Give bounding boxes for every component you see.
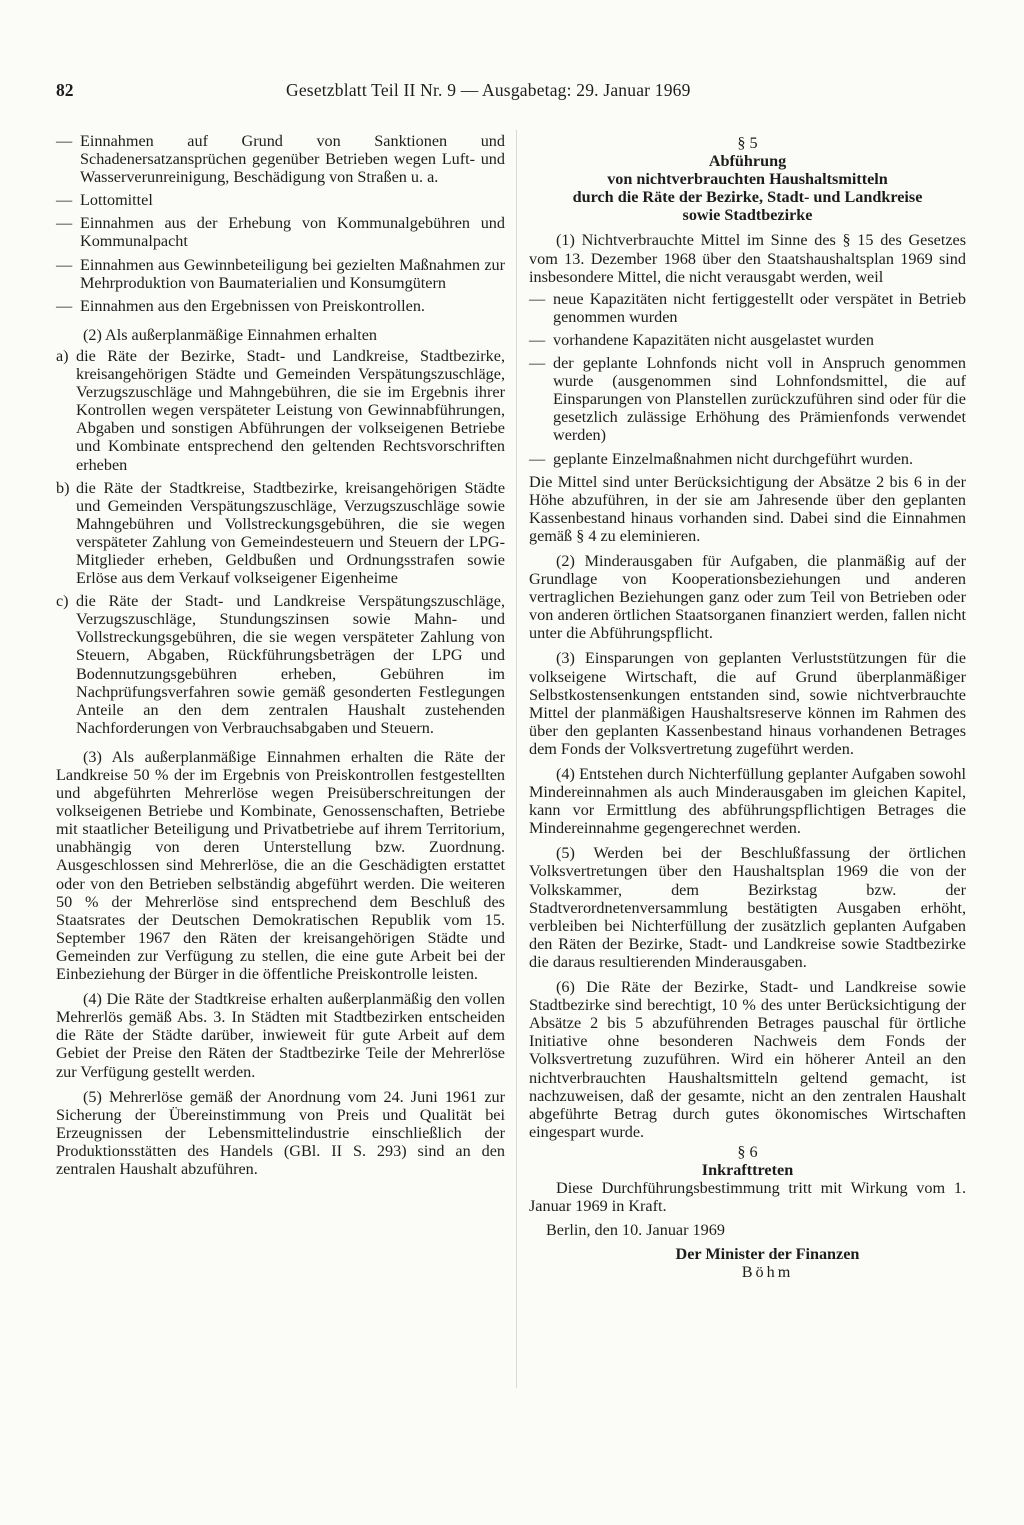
paragraph-3: (3) Als außerplanmäßige Einnahmen erhalten die Räte der Landkreise 50 % der im Ergebnis von Preiskontrollen festgestellten und abgeführten Mehrerlöse wegen Preisüberschreitungen der volkseigenen Betriebe und Kombinate, Genossenschaften, Betriebe mit staatlicher Beteiligung und Privatbetriebe auf ihrem Territorium, unabhängig von deren Unterstellung bzw. Zuordnung. Ausgeschlossen sind Mehrerlöse, die an die Geschädigten erstattet oder von den Betrieben selbständig abgeführt werden. Die weiteren 50 % der Mehrerlöse sind entsprechend dem Beschluß des Staatsrates der Deutschen Demokratischen Republik vom 15. September 1967 den Räten der kreisangehörigen Städte und Gemeinden zur Verfügung zu stellen, die eine gute Arbeit bei der Einbeziehung der Bürger in die öffentliche Preiskontrolle leisten.	[56, 747, 505, 984]
paragraph-5: (5) Mehrerlöse gemäß der Anordnung vom 24. Juni 1961 zur Sicherung der Übereinstimmung von Preis und Qualität bei Erzeugnissen der Lebensmittelindustrie einschließlich der Produktionsstätten des Handels (GBl. II S. 293) sind an den zentralen Haushalt abzuführen.	[56, 1087, 505, 1178]
section-5-number: § 5	[737, 134, 758, 152]
list-item: b) die Räte der Stadtkreise, Stadtbezirke, kreisangehörigen Städte und Gemeinden Verspätungszuschläge, Verzugszuschläge sowie Mahngebühren und Vollstreckungsgebühren, die sie wegen verspäteter Zahlung von Gemeindesteuern und Steuern der LPG-Mitglieder erheben, Geldbußen und Ordnungsstrafen sowie Erlöse aus dem Verkauf volkseigener Eigenheime	[56, 478, 505, 588]
paragraph-6: (6) Die Räte der Bezirke, Stadt- und Landkreise sowie Stadtbezirke sind berechtigt, 10 % des unter Berücksichtigung der Absätze 2 bis 5 abzuführenden Betrages pauschal für örtliche Initiative ohne besonderen Nachweis dem Fonds der Volksvertretung zuzuführen. Wird ein höherer Anteil an den nichtverbrauchten Haushaltsmitteln geltend gemacht, ist nachzuweisen, daß der gesamte, nicht an den zentralen Haushalt abgeführte Betrag durch gutes ökonomisches Wirtschaften eingespart wurde.	[529, 978, 966, 1141]
list-item: c) die Räte der Stadt- und Landkreise Verspätungszuschläge, Verzugszuschläge, Stundungszinsen sowie Mahn- und Vollstreckungsgebühren, die sie wegen verspäteter Zahlung von Steuern, Abgaben, Rückführungsbeträgen der LPG und Bodennutzungsgebühren erheben, Gebühren im Nachprüfungsverfahren sowie gemäß gesonderten Festlegungen Anteile an den dem zentralen Haushalt zustehenden Nachforderungen von Verbrauchsabgaben und Steuern.	[56, 592, 505, 737]
column-divider	[516, 130, 517, 1388]
list-item: — der geplante Lohnfonds nicht voll in Anspruch genommen wurde (ausgenommen sind Lohnfondsmittel, die auf Einsparungen von Planstellen zurückzuführen sind oder für die gesetzlich zulässige Erhöhung des Prämienfonds verwendet werden)	[529, 354, 966, 445]
left-column	[56, 132, 505, 1185]
paragraph-4: (4) Entstehen durch Nichterfüllung geplanter Aufgaben sowohl Mindereinnahmen als auch Minderausgaben im gleichen Kapitel, kann vor Ermittlung des abführungspflichtigen Betrages die Mindereinnahme gegengerechnet werden.	[529, 765, 966, 838]
list-item: — Einnahmen aus den Ergebnissen von Preiskontrollen.	[56, 296, 425, 315]
paragraph-5: (5) Werden bei der Beschlußfassung der örtlichen Volksvertretungen über den Haushaltsplan 1969 die von der Volkskammer, dem Bezirkstag bzw. der Stadtverordnetenversammlung bestätigten Ausgaben erhöht, verbleiben bei Nichterfüllung der zusätzlich geplanten Aufgaben den Räten der Bezirke, Stadt- und Landkreise sowie Stadtbezirke die daraus resultierenden Minderausgaben.	[529, 844, 966, 971]
right-column	[529, 132, 966, 1282]
page-header	[56, 78, 766, 102]
minister-title: Der Minister der Finanzen	[675, 1245, 860, 1264]
paragraph-1-outro: Die Mittel sind unter Berücksichtigung der Absätze 2 bis 6 in der Höhe abzuführen, in der sie am Jahresende über den geplanten Kassenbestand hinaus vorhanden sind. Dabei sind die Einnahmen gemäß § 4 zu eleminieren.	[529, 472, 966, 545]
place-date: Berlin, den 10. Januar 1969	[546, 1221, 725, 1240]
paragraph-1-intro: (1) Nichtverbrauchte Mittel im Sinne des § 15 des Gesetzes vom 13. Dezember 1968 über den Staatshaushaltsplan 1969 sind insbesondere Mittel, die nicht verausgabt werden, weil	[529, 231, 966, 286]
section-6-text: Diese Durchführungsbestimmung tritt mit Wirkung vom 1. Januar 1969 in Kraft.	[529, 1179, 966, 1216]
paragraph-2: (2) Minderausgaben für Aufgaben, die planmäßig auf der Grundlage von Kooperationsbeziehungen und anderen vertraglichen Beziehungen ganz oder zum Teil von Betrieben oder von anderen örtlichen Staatsorganen finanziert werden, fallen nicht unter die Abführungspflicht.	[529, 551, 966, 643]
signatory-name: Böhm	[741, 1263, 794, 1282]
list-item: — geplante Einzelmaßnahmen nicht durchgeführt wurden.	[529, 449, 914, 468]
list-item: — neue Kapazitäten nicht fertiggestellt oder verspätet in Betrieb genommen wurden	[529, 289, 966, 326]
list-item: — Einnahmen aus der Erhebung von Kommunalgebühren und Kommunalpacht	[56, 214, 505, 251]
list-item: — Einnahmen auf Grund von Sanktionen und Schadenersatzansprüchen gegenüber Betrieben wegen Luft- und Wasserverunreinigung, Beschädigung von Straßen u. a.	[56, 132, 505, 187]
paragraph-2-intro: (2) Als außerplanmäßige Einnahmen erhalten	[83, 325, 377, 344]
page-number: 82	[56, 80, 74, 100]
list-item: — Einnahmen aus Gewinnbeteiligung bei gezielten Maßnahmen zur Mehrproduktion von Baumaterialien und Konsumgütern	[56, 255, 505, 292]
section-5-heading: Abführung von nichtverbrauchten Haushaltsmitteln durch die Räte der Bezirke, Stadt- und Landkreise sowie Stadtbezirke	[572, 152, 923, 225]
section-6-heading: Inkrafttreten	[701, 1160, 794, 1179]
paragraph-4: (4) Die Räte der Stadtkreise erhalten außerplanmäßig den vollen Mehrerlös gemäß Abs. 3. In Städten mit Stadtbezirken entscheiden die Räte der Städte darüber, inwieweit für gute Arbeit auf dem Gebiet der Preise den Räten der Stadtbezirke Teile der Mehrerlöse zur Verfügung gestellt werden.	[56, 990, 505, 1081]
list-item: — vorhandene Kapazitäten nicht ausgelastet wurden	[529, 330, 874, 349]
list-item: a) die Räte der Bezirke, Stadt- und Landkreise, Stadtbezirke, kreisangehörigen Städte und Gemeinden Verspätungszuschläge, Verzugszuschläge und Mahngebühren, die sie im Ergebnis ihrer Kontrollen wegen verspäteter Leistung von Gewinnabführungen, Abgaben und sonstigen Abführungen der volkseigenen Betriebe und Kombinate entsprechend den geltenden Rechtsvorschriften erheben	[56, 346, 505, 474]
paragraph-3: (3) Einsparungen von geplanten Verluststützungen für die volkseigene Wirtschaft, die auf Grund überplanmäßiger Selbstkostensenkungen entstanden sind, sowie nichtverbrauchte Mittel der planmäßigen Haushaltsreserve können im Rahmen des über den geplanten Kassenbestand hinaus vorhandenen Betrages dem Fonds der Volksvertretung zugeführt werden.	[529, 649, 966, 758]
list-item: — Lottomittel	[56, 191, 153, 210]
gazette-title: Gesetzblatt Teil II Nr. 9 — Ausgabetag: 29. Januar 1969	[286, 80, 691, 100]
section-6-number: § 6	[737, 1142, 758, 1161]
